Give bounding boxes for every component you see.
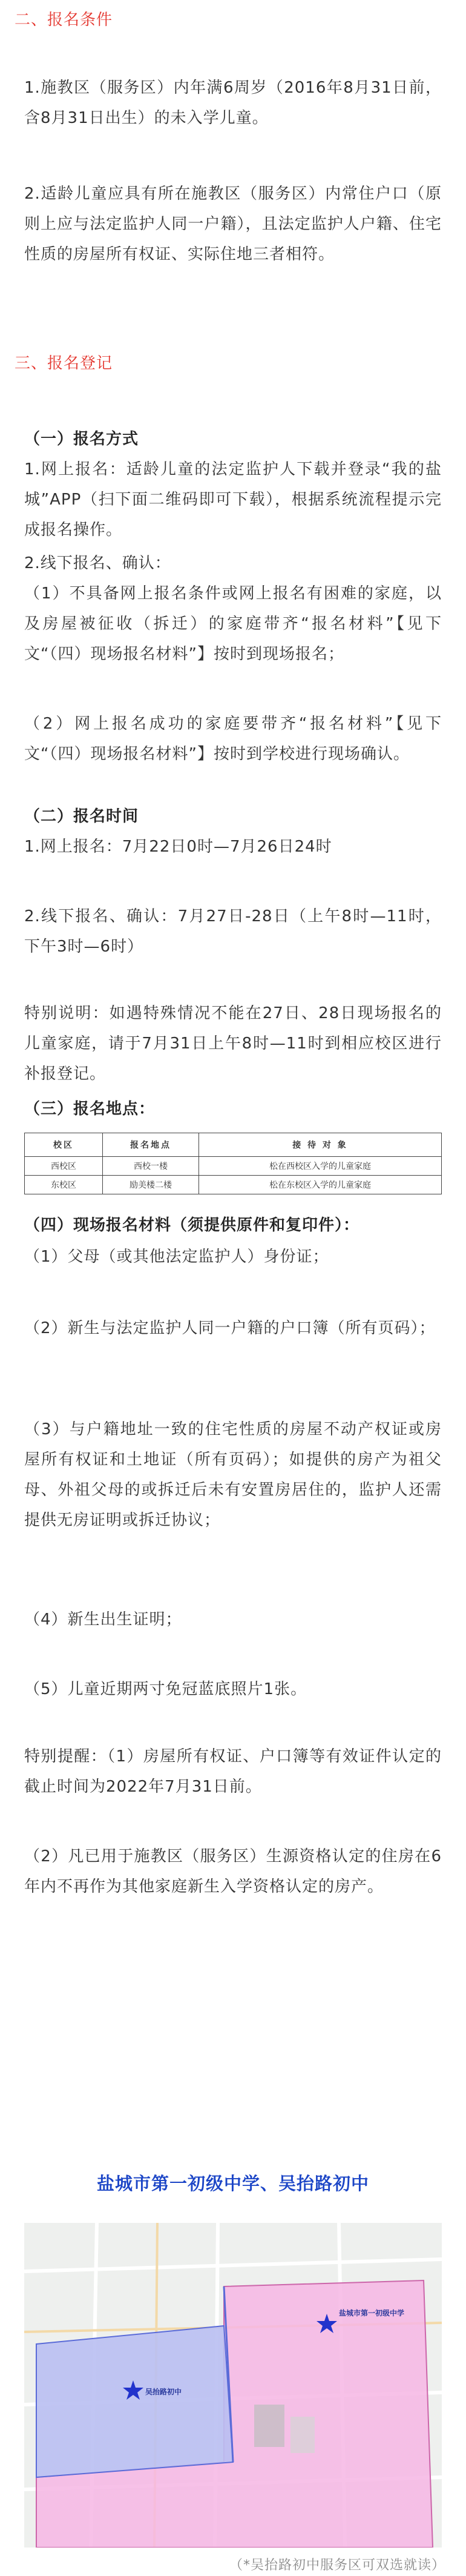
subheading-materials: （四）现场报名材料（须提供原件和复印件）： bbox=[24, 1216, 360, 1234]
material-household-register: （2）新生与法定监护人同一户籍的户口簿（所有页码）； bbox=[24, 1319, 436, 1337]
table-header: 校区 bbox=[25, 1133, 103, 1157]
table-header-row bbox=[25, 1133, 442, 1157]
table-cell: 励美楼二楼 bbox=[103, 1176, 199, 1194]
table-cell: 松在西校区入学的儿童家庭 bbox=[199, 1157, 442, 1176]
material-birth-certificate: （4）新生出生证明； bbox=[24, 1611, 182, 1629]
condition-age: 1.施教区（服务区）内年满6周岁（2016年8月31日前，含8月31日出生）的未入学儿童。 bbox=[24, 79, 442, 127]
special-reminder-1: 特别提醒：（1）房屋所有权证、户口簿等有效证件认定的截止时间为2022年7月31日前。 bbox=[24, 1747, 442, 1796]
online-time: 1.网上报名：7月22日0时—7月26日24时 bbox=[24, 838, 332, 856]
table-row bbox=[25, 1157, 442, 1176]
offline-item-2: （2）网上报名成功的家庭要带齐“报名材料”【见下文“（四）现场报名材料”】按时到学校进行现场确认。 bbox=[24, 715, 442, 763]
map-title: 盐城市第一初级中学、吴抬路初中 bbox=[96, 2173, 369, 2194]
map-zone-blue bbox=[36, 2326, 233, 2477]
offline-item-1: （1）不具备网上报名条件或网上报名有困难的家庭，以及房屋被征收（拆迁）的家庭带齐“报名材料”【见下文“（四）现场报名材料”】按时到现场报名； bbox=[24, 584, 442, 663]
subheading-location: （三）报名地点： bbox=[24, 1100, 156, 1118]
offline-time: 2.线下报名、确认：7月27日-28日（上午8时—11时，下午3时—6时） bbox=[24, 907, 442, 956]
section-title-conditions: 二、报名条件 bbox=[15, 11, 113, 29]
online-registration: 1.网上报名：适龄儿童的法定监护人下载并登录“我的盐城”APP（扫下面二维码即可下载），根据系统流程提示完成报名操作。 bbox=[24, 460, 442, 539]
section-title-registration: 三、报名登记 bbox=[15, 354, 113, 372]
table-row bbox=[25, 1176, 442, 1194]
table-header: 接 待 对 象 bbox=[199, 1133, 442, 1157]
special-note: 特别说明：如遇特殊情况不能在27日、28日现场报名的儿童家庭，请于7月31日上午8时—11时到相应校区进行补报登记。 bbox=[24, 1004, 442, 1083]
table-cell: 西校区 bbox=[25, 1157, 103, 1176]
material-id-card: （1）父母（或其他法定监护人）身份证； bbox=[24, 1248, 329, 1266]
location-table bbox=[24, 1133, 442, 1194]
table-cell: 东校区 bbox=[25, 1176, 103, 1194]
service-area-map bbox=[24, 2223, 442, 2548]
map-label-school-b: 吴抬路初中 bbox=[145, 2388, 182, 2396]
table-cell: 松在东校区入学的儿童家庭 bbox=[199, 1176, 442, 1194]
material-property-certificate: （3）与户籍地址一致的住宅性质的房屋不动产权证或房屋所有权证和土地证（所有页码）；如提供的房产为祖父母、外祖父母的或拆迁后未有安置房居住的，监护人还需提供无房证明或拆迁协议； bbox=[24, 1420, 442, 1529]
map-label-school-a: 盐城市第一初级中学 bbox=[339, 2309, 405, 2317]
map-image bbox=[24, 2223, 442, 2548]
subheading-method: （一）报名方式 bbox=[24, 430, 139, 448]
special-reminder-2: （2）凡已用于施教区（服务区）生源资格认定的住房在6年内不再作为其他家庭新生入学资格认定的房产。 bbox=[24, 1847, 442, 1896]
table-header: 报名地点 bbox=[103, 1133, 199, 1157]
material-photo: （5）儿童近期两寸免冠蓝底照片1张。 bbox=[24, 1680, 307, 1698]
condition-residence: 2.适龄儿童应具有所在施教区（服务区）内常住户口（原则上应与法定监护人同一户籍），且法定监护人户籍、住宅性质的房屋所有权证、实际住地三者相符。 bbox=[24, 185, 442, 263]
subheading-time: （二）报名时间 bbox=[24, 807, 139, 826]
table-cell: 西校一楼 bbox=[103, 1157, 199, 1176]
map-caption: （*吴抬路初中服务区可双选就读） bbox=[229, 2558, 445, 2573]
offline-registration-heading: 2.线下报名、确认： bbox=[24, 554, 171, 572]
